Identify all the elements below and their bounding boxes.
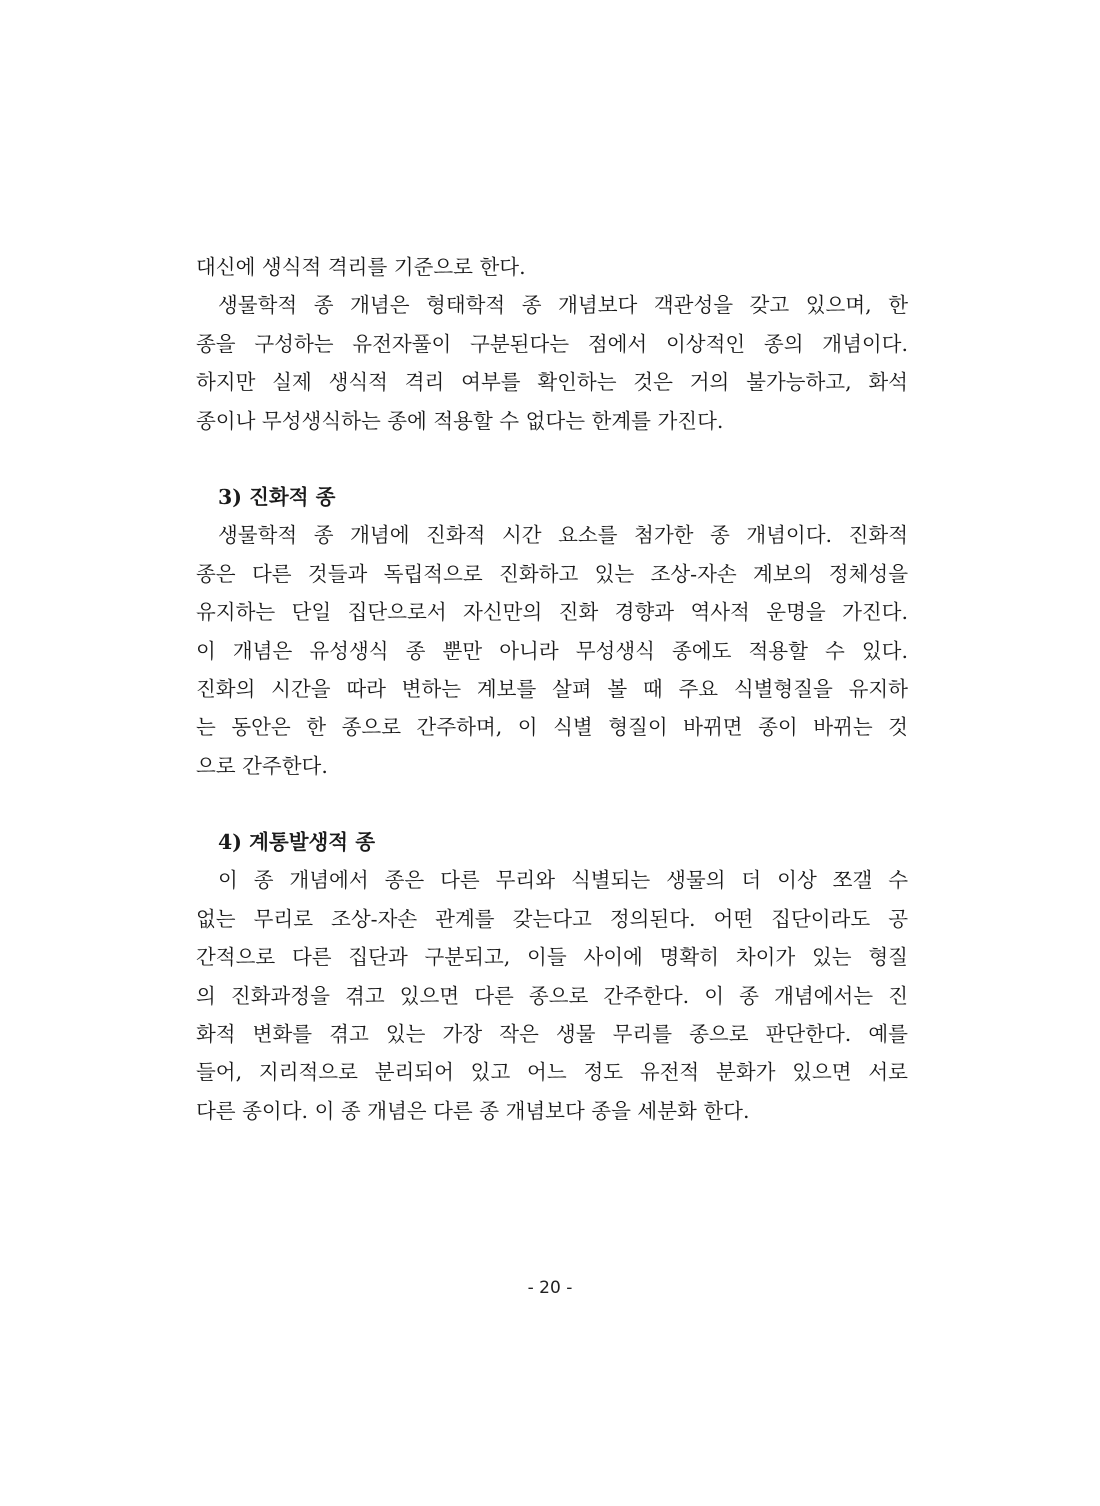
paragraph-line: 종이나 무성생식하는 종에 적용할 수 없다는 한계를 가진다.	[196, 408, 724, 433]
paragraph-line: 간적으로 다른 집단과 구분되고, 이들 사이에 명확히 차이가 있는 형질	[196, 945, 908, 970]
paragraph-line: 대신에 생식적 격리를 기준으로 한다.	[196, 255, 526, 279]
section-1	[196, 478, 908, 785]
paragraph-line: 진화의 시간을 따라 변하는 계보를 살펴 볼 때 주요 식별형질을 유지하	[196, 676, 908, 701]
paragraph-line: 이 종 개념에서 종은 다른 무리와 식별되는 생물의 더 이상 쪼갤 수	[218, 868, 908, 893]
paragraph-line: 는 동안은 한 종으로 간주하며, 이 식별 형질이 바뀌면 종이 바뀌는 것	[196, 715, 908, 740]
paragraph-line: 의 진화과정을 겪고 있으면 다른 종으로 간주한다. 이 종 개념에서는 진	[196, 983, 908, 1008]
paragraph-line: 생물학적 종 개념은 형태학적 종 개념보다 객관성을 갖고 있으며, 한	[218, 293, 908, 318]
paragraph-line: 유지하는 단일 집단으로서 자신만의 진화 경향과 역사적 운명을 가진다.	[196, 600, 908, 625]
section-heading: 3) 진화적 종	[218, 484, 336, 509]
body-text	[196, 248, 908, 1130]
section-intro	[196, 248, 908, 440]
section-heading: 4) 계통발생적 종	[218, 830, 376, 855]
page-number: - 20 -	[527, 1278, 573, 1298]
paragraph-line: 생물학적 종 개념에 진화적 시간 요소를 첨가한 종 개념이다. 진화적	[218, 523, 908, 548]
paragraph-line: 으로 간주한다.	[196, 753, 328, 778]
paragraph-line: 다른 종이다. 이 종 개념은 다른 종 개념보다 종을 세분화 한다.	[196, 1098, 750, 1123]
paragraph-line: 이 개념은 유성생식 종 뿐만 아니라 무성생식 종에도 적용할 수 있다.	[196, 638, 908, 663]
paragraph-line: 종을 구성하는 유전자풀이 구분된다는 점에서 이상적인 종의 개념이다.	[196, 331, 908, 356]
section-2	[196, 823, 908, 1130]
paragraph-line: 들어, 지리적으로 분리되어 있고 어느 정도 유전적 분화가 있으면 서로	[196, 1060, 908, 1085]
paragraph-line: 화적 변화를 겪고 있는 가장 작은 생물 무리를 종으로 판단한다. 예를	[196, 1022, 908, 1047]
paragraph-line: 없는 무리로 조상-자손 관계를 갖는다고 정의된다. 어떤 집단이라도 공	[196, 906, 908, 931]
paragraph-line: 하지만 실제 생식적 격리 여부를 확인하는 것은 거의 불가능하고, 화석	[196, 370, 908, 395]
paragraph-line: 종은 다른 것들과 독립적으로 진화하고 있는 조상-자손 계보의 정체성을	[196, 561, 908, 586]
